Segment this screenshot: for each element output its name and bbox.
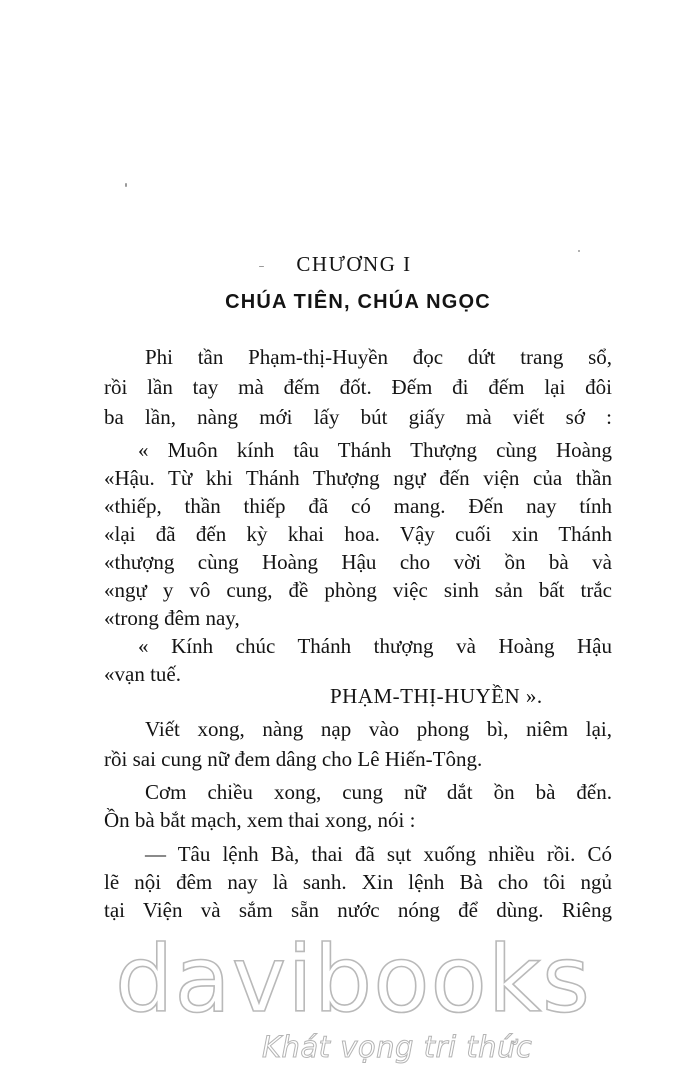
letter-closing-line: «vạn tuế. — [104, 662, 181, 686]
chapter-title: CHÚA TIÊN, CHÚA NGỌC — [225, 291, 491, 313]
letter-signature: PHẠM-THỊ-HUYỀN ». — [330, 684, 543, 708]
paragraph-line: Cơm chiều xong, cung nữ dắt ồn bà đến. — [145, 780, 612, 804]
paragraph-line: tại Viện và sắm sẵn nước nóng để dùng. Riêng — [104, 898, 612, 922]
letter-line: «thiếp, thần thiếp đã có mang. Đến nay tính — [104, 494, 612, 518]
watermark-brand: davibooks — [115, 926, 591, 1033]
chapter-number: CHƯƠNG I — [296, 252, 412, 276]
letter-line: «thượng cùng Hoàng Hậu cho vời ồn bà và — [104, 550, 612, 574]
scan-speck — [125, 183, 127, 187]
paragraph-line: — Tâu lệnh Bà, thai đã sụt xuống nhiều rồi. Có — [145, 842, 612, 866]
paragraph-line: Viết xong, nàng nạp vào phong bì, niêm lại, — [145, 717, 612, 741]
paragraph-line: rồi lần tay mà đếm đốt. Đếm đi đếm lại đôi — [104, 375, 612, 399]
watermark-tagline: Khát vọng tri thức — [262, 1030, 533, 1064]
letter-line: «lại đã đến kỳ khai hoa. Vậy cuối xin Thánh — [104, 522, 612, 546]
letter-line: « Muôn kính tâu Thánh Thượng cùng Hoàng — [138, 438, 612, 462]
paragraph-line: rồi sai cung nữ đem dâng cho Lê Hiến-Tông. — [104, 747, 483, 771]
letter-line: «trong đêm nay, — [104, 606, 240, 630]
letter-line: «Hậu. Từ khi Thánh Thượng ngự đến viện của thần — [104, 466, 612, 490]
paragraph-line: ba lần, nàng mới lấy bút giấy mà viết sớ : — [104, 405, 612, 429]
letter-line: «ngự y vô cung, đề phòng việc sinh sản bất trắc — [104, 578, 612, 602]
paragraph-line: Phi tần Phạm-thị-Huyền đọc dứt trang sổ, — [145, 345, 612, 369]
paragraph-line: lẽ nội đêm nay là sanh. Xin lệnh Bà cho tôi ngủ — [104, 870, 612, 894]
letter-closing-line: « Kính chúc Thánh thượng và Hoàng Hậu — [138, 634, 612, 658]
paragraph-line: Ồn bà bắt mạch, xem thai xong, nói : — [104, 808, 416, 832]
